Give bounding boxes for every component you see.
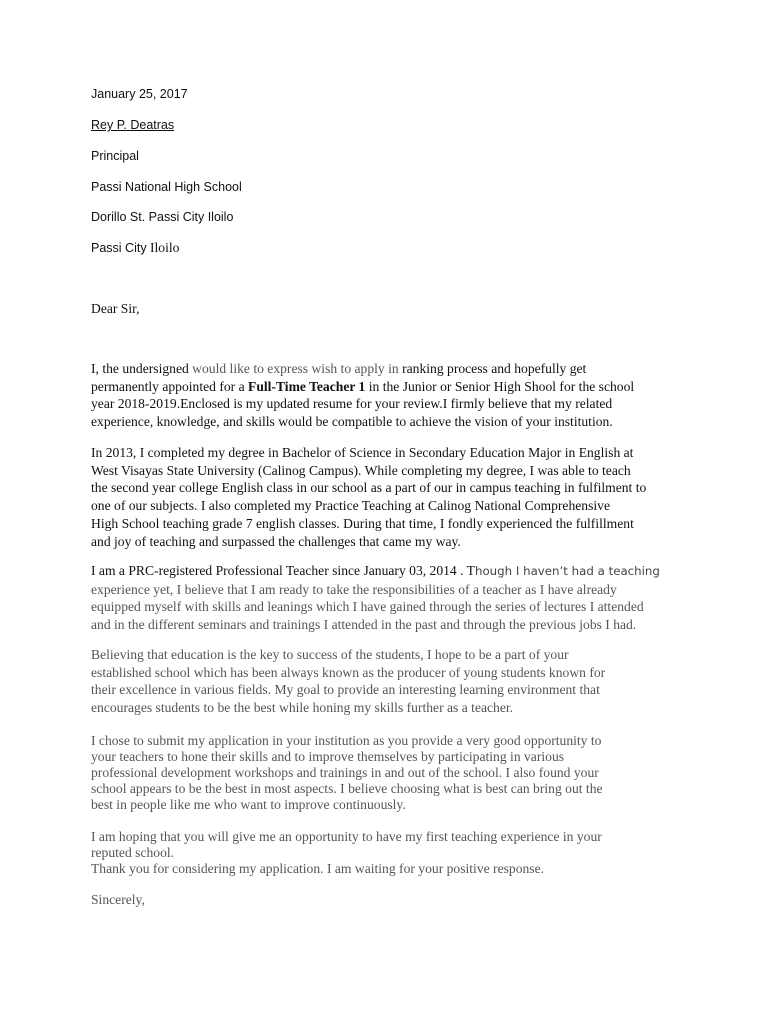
p2-line: the second year college English class in our school as a part of our in campus teaching in fulfilment to [91, 480, 647, 496]
recipient-name: Rey P. Deatras [91, 118, 175, 132]
p1-l2c: in the Junior or Senior High Shool for the school [365, 378, 635, 394]
p5-line: I chose to submit my application in your institution as you provide a very good opportunity to [91, 733, 602, 748]
p3-l1b: hough I haven’t had a teaching [474, 564, 660, 578]
p2-line: and joy of teaching and surpassed the challenges that came my way. [91, 533, 461, 549]
recipient-title: Principal [91, 149, 139, 163]
p4-line: encourages students to be the best while honing my skills further as a teacher. [91, 700, 514, 716]
p1-line-2 [91, 378, 691, 396]
school-address: Dorillo St. Passi City Iloilo [91, 210, 234, 224]
salutation: Dear Sir, [91, 301, 140, 316]
city-serif-part: Iloilo [146, 240, 180, 255]
p3-line-1 [91, 562, 691, 581]
p1-l2a: permanently appointed for a [91, 378, 249, 394]
paragraph-belief [91, 646, 691, 717]
p1-line-3: year 2018-2019.Enclosed is my updated resume for your review.I firmly believe that my related [91, 396, 613, 412]
p2-line: West Visayas State University (Calinog Campus). While completing my degree, I was able to teach [91, 462, 631, 478]
p4-line: established school which has been always known as the producer of young students known for [91, 664, 606, 680]
p4-line: their excellence in various fields. My goal to provide an interesting learning environment that [91, 682, 600, 698]
p2-line: one of our subjects. I also completed my Practice Teaching at Calinog National Comprehensive [91, 498, 610, 514]
p3-line-2: experience yet, I believe that I am ready to take the responsibilities of a teacher as I have already [91, 581, 617, 597]
school-name: Passi National High School [91, 180, 242, 194]
p3-line-3: equipped myself with skills and leanings which I have gained through the series of lectures I attended [91, 599, 644, 615]
p6-line: reputed school. [91, 845, 175, 860]
p5-line: school appears to be the best in most aspects. I believe choosing what is best can bring out the [91, 781, 603, 796]
paragraph-closing [91, 829, 691, 877]
p2-line: High School teaching grade 7 english classes. During that time, I fondly experienced the fulfillment [91, 515, 634, 531]
paragraph-education [91, 444, 691, 550]
p3-line-4: and in the different seminars and trainings I attended in the past and through the previous jobs I had. [91, 617, 637, 633]
position-title: Full-Time Teacher 1 [248, 378, 366, 394]
school-city [91, 240, 179, 256]
p3-l1a: I am a PRC-registered Professional Teacher since January 03, 2014 . T [91, 563, 475, 578]
p1-l1c: ranking process and hopefully get [402, 361, 587, 376]
city-sans-part: Passi City [91, 241, 147, 255]
p6-line: Thank you for considering my application. I am waiting for your positive response. [91, 861, 545, 876]
p5-line: professional development workshops and trainings in and out of the school. I also found your [91, 765, 599, 780]
sign-off: Sincerely, [91, 892, 145, 907]
p1-line-1 [91, 360, 691, 378]
letter-date: January 25, 2017 [91, 87, 188, 101]
p5-line: your teachers to hone their skills and to improve themselves by participating in various [91, 749, 565, 764]
paragraph-application [91, 360, 691, 431]
p5-line: best in people like me who want to improve continuously. [91, 797, 406, 812]
p6-line: I am hoping that you will give me an opportunity to have my first teaching experience in your [91, 829, 602, 844]
paragraph-prc [91, 562, 691, 634]
p1-l1a: I, the undersigned [91, 361, 193, 376]
p2-line: In 2013, I completed my degree in Bachelor of Science in Secondary Education Major in English at [91, 445, 634, 460]
p1-l1b: would like to express wish to apply in [192, 361, 403, 376]
paragraph-reason [91, 733, 691, 813]
p4-line: Believing that education is the key to success of the students, I hope to be a part of your [91, 647, 569, 662]
p1-line-4: experience, knowledge, and skills would be compatible to achieve the vision of your institution. [91, 414, 613, 430]
